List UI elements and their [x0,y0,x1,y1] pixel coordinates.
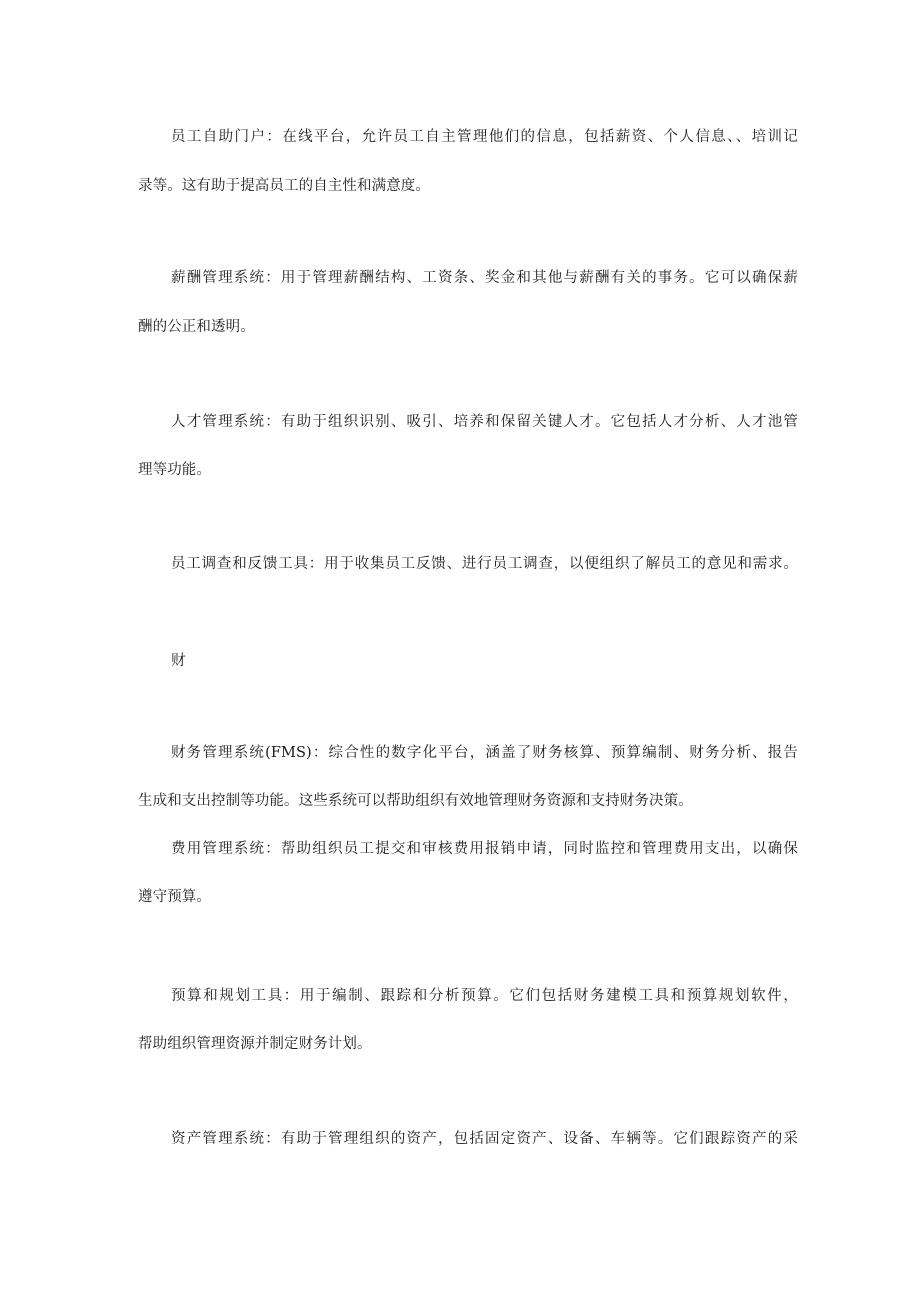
paragraph-line: 理等功能。 [138,462,211,478]
paragraph-line: 员工调查和反馈工具：用于收集员工反馈、进行员工调查，以便组织了解员工的意见和需求。 [171,556,798,572]
paragraph-line: 帮助组织管理资源并制定财务计划。 [138,1036,372,1052]
paragraph-line: 生成和支出控制等功能。这些系统可以帮助组织有效地管理财务资源和支持财务决策。 [138,793,693,809]
paragraph-line: 薪酬管理系统：用于管理薪酬结构、工资条、奖金和其他与薪酬有关的事务。它可以确保薪 [171,270,798,286]
paragraph-line: 财务管理系统(FMS)：综合性的数字化平台，涵盖了财务核算、预算编制、财务分析、报告 [171,745,798,761]
paragraph-line: 人才管理系统：有助于组织识别、吸引、培养和保留关键人才。它包括人才分析、人才池管 [171,414,798,430]
paragraph-line: 酬的公正和透明。 [138,319,255,335]
section-heading: 财 [171,653,186,669]
paragraph-line: 录等。这有助于提高员工的自主性和满意度。 [138,178,430,194]
paragraph-line: 费用管理系统：帮助组织员工提交和审核费用报销申请，同时监控和管理费用支出，以确保 [171,841,798,857]
paragraph-line: 预算和规划工具：用于编制、跟踪和分析预算。它们包括财务建模工具和预算规划软件， [171,988,798,1004]
paragraph-line: 资产管理系统：有助于管理组织的资产，包括固定资产、设备、车辆等。它们跟踪资产的采 [171,1131,798,1147]
paragraph-line: 员工自助门户：在线平台，允许员工自主管理他们的信息，包括薪资、个人信息、、培训记 [171,129,798,145]
paragraph-line: 遵守预算。 [138,889,211,905]
